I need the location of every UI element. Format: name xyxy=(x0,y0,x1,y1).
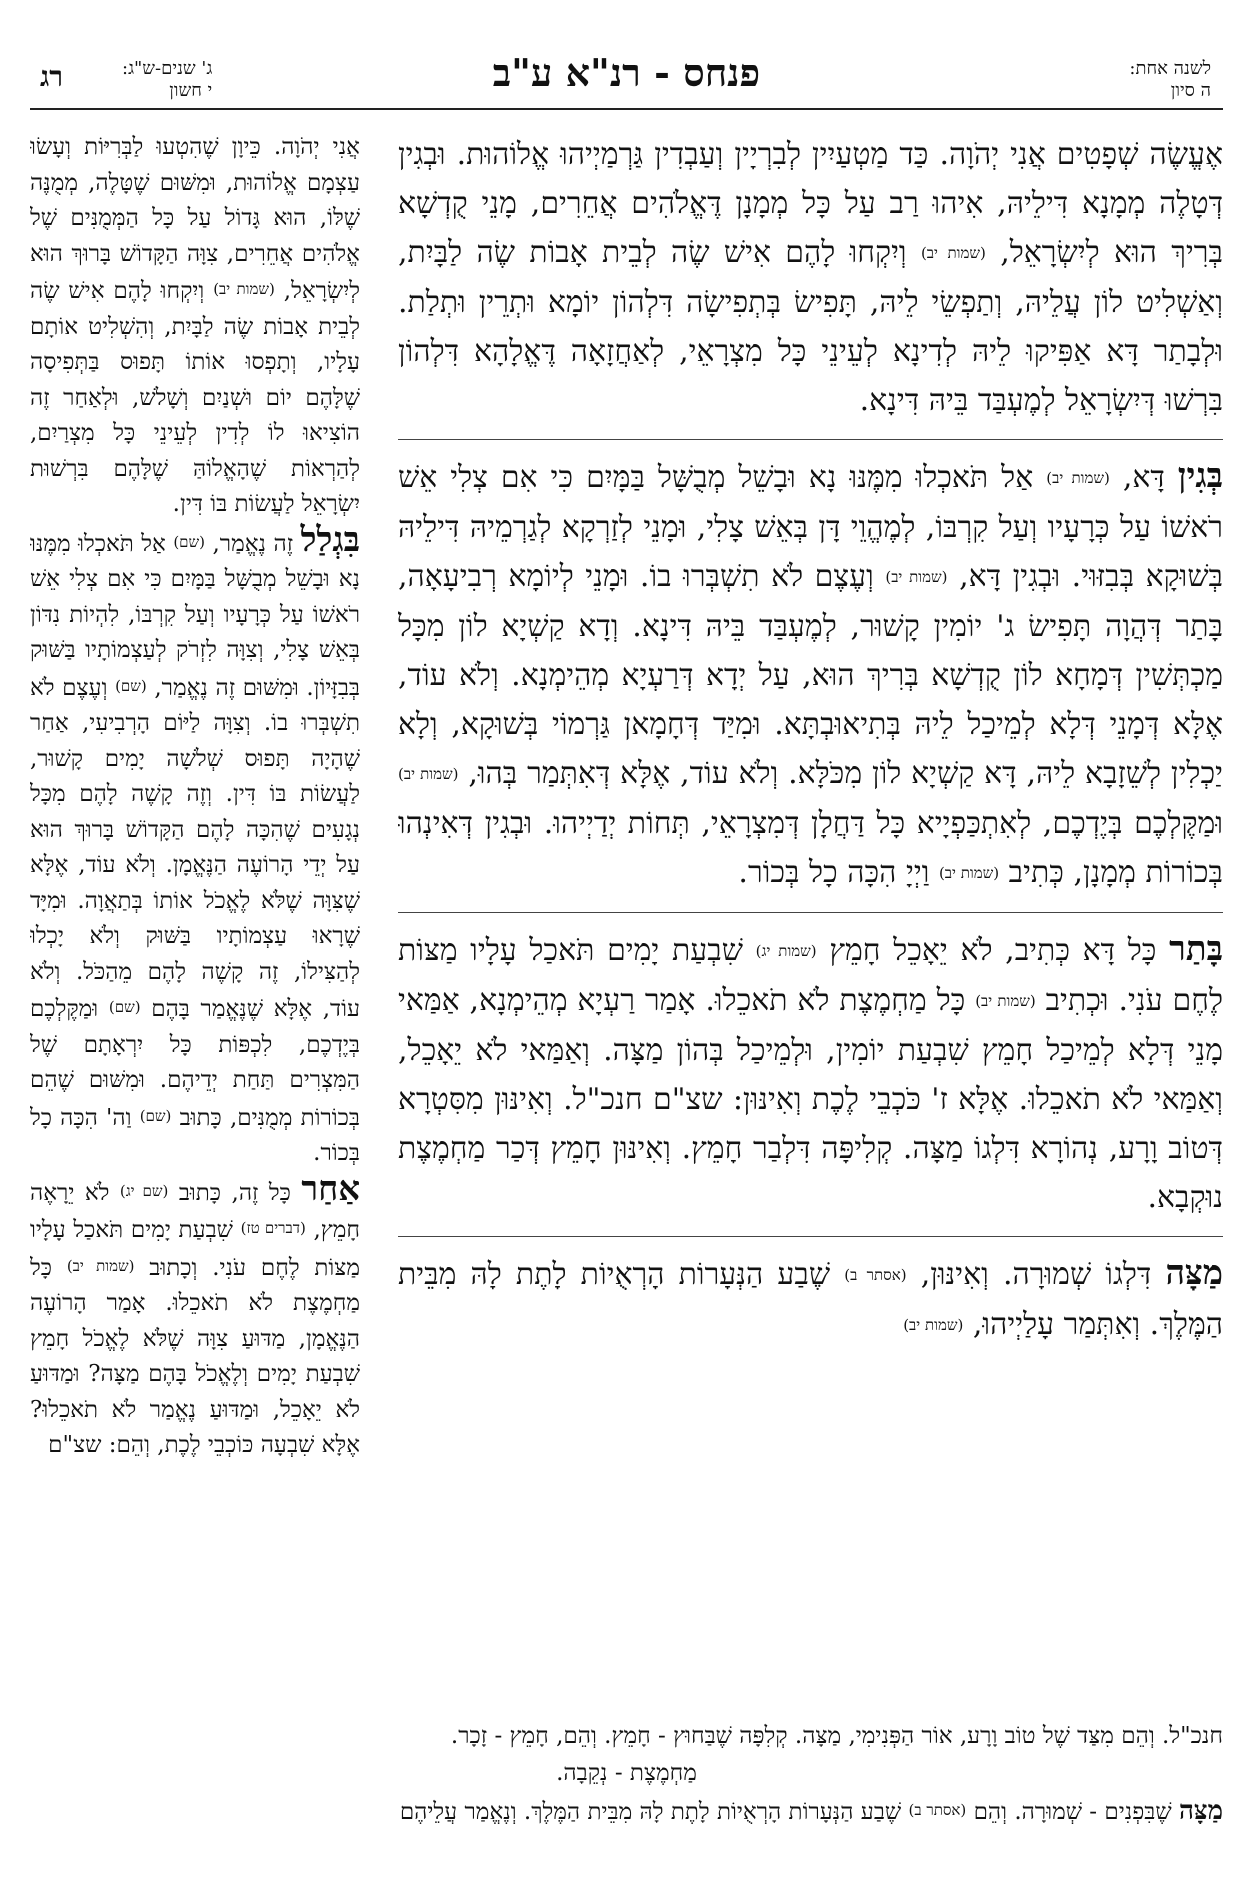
main-paragraph-1: אֶעֱשֶׂה שְׁפָטִים אֲנִי יְהֹוָה. כַּד מַטְעַיִין לְבִרְיָין וְעַבְדִין גַּרְמַיְיהוּ אֱלוֹהוּת. וּבְגִין דְּטָלֶה מְמָנָא דִּילֵיהּ, אִיהוּ רַב עַל כָּל מְמָנָן דֶּאֱלֹהִים אֲחֵרִים, מָנֵי קֻדְשָׁא בְּרִיךְ הוּא לְיִשְׂרָאֵל, (שמות יב) וְיִקְחוּ לָהֶם אִישׁ שֶׂה לְבֵית אָבוֹת שֶׂה לַבָּיִת, וְאַשְׁלִיט לוֹן עֲלֵיהּ, וְתַפְשֵׂי לֵיהּ, תָּפִישׂ בְּתְפִישָׂה דִּלְהוֹן יוֹמָא וּתְרֵין וּתְלַת. וּלְבָתַר דָּא אַפִּיקוּ לֵיהּ לְדִינָא לְעֵינֵי כָּל מִצְרָאֵי, לְאַחֲזָאָה דֶּאֱלָהָא דִּלְהוֹן בִּרְשׁוּ דְּיִשְׂרָאֵל לְמֶעְבַּד בֵּיהּ דִּינָא. xyxy=(398,137,1223,418)
main-paragraph-3: בָּתַר כָּל דָּא כְּתִיב, לֹא יֵאָכֵל חָמֵץ (שמות יג) שִׁבְעַת יָמִים תֹּאכַל עָלָיו מַצּוֹת לֶחֶם עֹנִי. וּכְתִיב (שמות יב) כָּל מַחְמֶצֶת לֹא תֹאכֵלוּ. אָמַר רַעְיָא מְהֵימְנָא, אַמַּאי מָנֵי דְּלָא לְמֵיכַל חָמֵץ שִׁבְעַת יוֹמִין, וּלְמֵיכַל בְּהוֹן מַצָּה. וְאַמַּאי לֹא יֵאָכֵל, וְאַמַּאי לֹא תֹאכֵלוּ. אֶלָּא ז' כֹּכְבֵי לֶכֶת וְאִינּוּן: שצ"ם חנכ"ל. וְאִינּוּן מִסִּטְרָא דְּטוֹב וָרָע, נְהוֹרָא דִּלְגוֹ מַצָּה. קְלִיפָּה דִּלְבַר חָמֵץ. וְאִינּוּן חָמֵץ דְּכַר מַחְמֶצֶת נוּקְבָא. xyxy=(398,929,1223,1215)
header-divider xyxy=(30,108,1223,110)
translation-column xyxy=(30,130,360,1710)
paragraph-opener: בִּגְלַל xyxy=(300,519,360,560)
citation: (שמות יג) xyxy=(755,942,817,960)
paragraph-opener: בָּתַר xyxy=(1169,929,1223,969)
bottom-line-1: חנכ"ל. וְהֵם מִצַּד שֶׁל טוֹב וָרָע, אוֹר הַפְּנִימִי, מַצָּה. קְלִפָּה שֶׁבַּחוּץ - חָמֵץ. וְהֵם, חָמֵץ - זָכָר. xyxy=(450,1723,1223,1749)
citation: (דברים טז) xyxy=(240,1219,306,1237)
citation: (שמות יב) xyxy=(398,765,459,783)
translation-paragraph-2: בִּגְלַל זֶה נֶאֱמַר, (שם) אַל תֹּאכְלוּ מִמֶּנּוּ נָא וּבָשֵׁל מְבֻשָּׁל בַּמָּיִם כִּי אִם צְלִי אֵשׁ רֹאשׁוֹ עַל כְּרָעָיו וְעַל קִרְבּוֹ, לִהְיוֹת נִדּוֹן בְּאֵשׁ צָלִי, וְצִוָּה לִזְרֹק לְעַצְמוֹתָיו בַּשּׁוּק בְּבִזָּיוֹן. וּמִשּׁוּם זֶה נֶאֱמַר, (שם) וְעֶצֶם לֹא תִשְׁבְּרוּ בוֹ. וְצִוָּה לַיּוֹם הָרְבִיעִי, אַחַר שֶׁהָיָה תָּפוּס שְׁלֹשָׁה יָמִים קָשׁוּר, לַעֲשׂוֹת בּוֹ דִּין. וְזֶה קָשֶׁה לָהֶם מִכָּל נְגָעִים שֶׁהִכָּה לָהֶם הַקָּדוֹשׁ בָּרוּךְ הוּא עַל יְדֵי הָרוֹעֶה הַנֶּאֱמָן. וְלֹא עוֹד, אֶלָּא שֶׁצִּוָּה שֶׁלֹּא לֶאֱכֹל אוֹתוֹ בְּתַאֲוָה. וּמִיָּד שֶׁרָאוּ עַצְמוֹתָיו בַּשּׁוּק וְלֹא יָכְלוּ לְהַצִּילוֹ, זֶה קָשֶׁה לָהֶם מֵהַכֹּל. וְלֹא עוֹד, אֶלָּא שֶׁנֶּאֱמַר בָּהֶם (שם) וּמַקֶּלְכֶם בְּיֶדְכֶם, לִכְפּוֹת כָּל יִרְאָתָם שֶׁל הַמִּצְרִים תַּחַת יְדֵיהֶם. וּמִשּׁוּם שֶׁהֵם בְּכוֹרוֹת מְמֻנִּים, כָּתוּב (שם) וַה' הִכָּה כָל בְּכוֹר. xyxy=(30,519,360,1166)
schedule-label-one-year: לשנה אחת: xyxy=(1129,58,1211,79)
page-header xyxy=(30,30,1223,102)
citation: (שם) xyxy=(139,1106,172,1125)
page xyxy=(30,30,1223,1860)
citation: (שמות יב) xyxy=(920,244,986,262)
citation: (שמות יב) xyxy=(903,1316,964,1334)
main-text-column xyxy=(398,130,1223,1710)
citation: (שם) xyxy=(173,532,205,551)
bottom-line-3: מַצָּה שֶׁבִּפְנִים - שְׁמוּרָה. וְהֵם (אסתר ב) שֶׁבַע הַנְּעָרוֹת הָרְאֻיוֹת לָתֶת לָהּ מִבֵּית הַמֶּלֶךְ. וְנֶאֱמַר עֲלֵיהֶם xyxy=(399,1796,1223,1826)
bottom-translation-block xyxy=(30,1718,1223,1831)
page-title: פנחס - רנ"א ע"ב xyxy=(492,50,761,95)
schedule-date-one-year: ה סיון xyxy=(1170,80,1211,101)
schedule-label-three-year: ג' שנים-ש"ג: xyxy=(122,58,213,79)
main-paragraph-4: מַצָּה דִּלְגוֹ שְׁמוּרָה. וְאִינּוּן, (אסתר ב) שֶׁבַע הַנְּעָרוֹת הָרְאֻיוֹת לָתֶת לָהּ מִבֵּית הַמֶּלֶךְ. וְאִתְּמַר עָלַיְיהוּ, (שמות יב) xyxy=(398,1253,1223,1342)
citation: (שם יג) xyxy=(119,1181,169,1200)
paragraph-opener: מַצָּה xyxy=(1179,1796,1223,1826)
citation: (שמות יב) xyxy=(66,1256,135,1275)
citation: (שמות יב) xyxy=(938,864,1000,882)
study-schedule-three-year xyxy=(122,58,212,102)
paragraph-opener: אַחַר xyxy=(301,1168,360,1209)
translation-paragraph-3: אַחַר כָּל זֶה, כָּתוּב (שם יג) לֹא יֵרָאֶה חָמֵץ, (דברים טז) שִׁבְעַת יָמִים תֹּאכַל עָלָיו מַצּוֹת לֶחֶם עֹנִי. וְכָתוּב (שמות יב) כָּל מַחְמֶצֶת לֹא תֹאכֵלוּ. אָמַר הָרוֹעֶה הַנֶּאֱמָן, מַדּוּעַ צִוָּה שֶׁלֹּא לֶאֱכֹל חָמֵץ שִׁבְעַת יָמִים וְלֶאֱכֹל בָּהֶם מַצָּה? וּמַדּוּעַ לֹא יֵאָכֵל, וּמַדּוּעַ נֶאֱמַר לֹא תֹאכֵלוּ? אֶלָּא שִׁבְעָה כּוֹכְבֵי לֶכֶת, וְהֵם: שצ"ם xyxy=(30,1168,360,1458)
citation: (אסתר ב) xyxy=(908,1801,967,1819)
citation: (שמות יב) xyxy=(1046,469,1110,487)
section-divider xyxy=(398,439,1223,440)
page-number: רג xyxy=(40,60,63,93)
citation: (אסתר ב) xyxy=(844,1266,907,1284)
citation: (שמות יב) xyxy=(885,568,948,586)
citation: (שם) xyxy=(108,998,141,1016)
paragraph-opener: מַצָּה xyxy=(1165,1253,1223,1293)
paragraph-opener: בְּגִין xyxy=(1177,456,1223,496)
section-divider xyxy=(398,1236,1223,1237)
citation: (שמות יב) xyxy=(975,992,1036,1010)
bottom-line-2: מַחְמֶצֶת - נְקֵבָה. xyxy=(556,1760,697,1786)
schedule-date-three-year: י חשון xyxy=(169,80,213,101)
translation-paragraph-1: אֲנִי יְהֹוָה. כֵּיוָן שֶׁהִטְעוּ לַבְּרִיּוֹת וְעָשׂוּ עַצְמָם אֱלוֹהוּת, וּמִשּׁוּם שֶׁטָּלֶה, מְמֻנֶּה שֶׁלּוֹ, הוּא גָּדוֹל עַל כָּל הַמְּמֻנִּים שֶׁל אֱלֹהִים אֲחֵרִים, צִוָּה הַקָּדוֹשׁ בָּרוּךְ הוּא לְיִשְׂרָאֵל, (שמות יב) וְיִקְחוּ לָהֶם אִישׁ שֶׂה לְבֵית אָבוֹת שֶׂה לַבָּיִת, וְהִשְׁלִיט אוֹתָם עָלָיו, וְתָפְסוּ אוֹתוֹ תָּפוּס בַּתְּפִיסָה שֶׁלָּהֶם יוֹם וּשְׁנַיִם וְשָׁלֹשׁ, וּלְאַחַר זֶה הוֹצִיאוּ לוֹ לְדִין לְעֵינֵי כָּל מִצְרַיִם, לְהַרְאוֹת שֶׁהָאֱלוֹהַּ שֶׁלָּהֶם בִּרְשׁוּת יִשְׂרָאֵל לַעֲשׂוֹת בּוֹ דִּין. xyxy=(30,134,360,517)
citation: (שמות יב) xyxy=(213,280,275,298)
citation: (שם) xyxy=(115,676,147,695)
section-divider xyxy=(398,912,1223,913)
main-paragraph-2: בְּגִין דָּא, (שמות יב) אַל תֹּאכְלוּ מִמֶּנּוּ נָא וּבָשֵׁל מְבֻשָּׁל בַּמָּיִם כִּי אִם צְלִי אֵשׁ רֹאשׁוֹ עַל כְּרָעָיו וְעַל קִרְבּוֹ, לְמֶהֱוֵי דָּן בְּאֵשׁ צָלִי, וּמָנֵי לְזַרְקָא לְגַרְמֵיהּ דִּילֵיהּ בְּשׁוּקָא בְּבִזּוּי. וּבְגִין דָּא, (שמות יב) וְעֶצֶם לֹא תִשְׁבְּרוּ בוֹ. וּמָנֵי לְיוֹמָא רְבִיעָאָה, בָּתַר דְּהֲוָה תָּפִישׂ ג' יוֹמִין קָשׁוּר, לְמֶעְבַּד בֵּיהּ דִּינָא. וְדָא קַשְׁיָא לוֹן מִכָּל מַכְתְּשִׁין דְּמָחָא לוֹן קֻדְשָׁא בְּרִיךְ הוּא, עַל יְדָא דְּרַעְיָא מְהֵימְנָא. וְלֹא עוֹד, אֶלָּא דְּמָנֵי דְּלָא לְמֵיכַל לֵיהּ בְּתִיאוּבְתָּא. וּמִיַּד דְּחָמָאן גַּרְמוֹי בְּשׁוּקָא, וְלָא יַכְלִין לְשֵׁזָבָא לֵיהּ, דָּא קַשְׁיָא לוֹן מִכֹּלָּא. וְלֹא עוֹד, אֶלָּא דְּאִתְּמַר בְּהוּ, (שמות יב) וּמַקֶּלְכֶם בְּיֶדְכֶם, לְאִתְכַּפְיָיא כָּל דַּחֲלָן דְּמִצְרָאֵי, תְּחוֹת יְדַיְיהוּ. וּבְגִין דְּאִינְהוּ בְּכוֹרוֹת מְמָנָן, כְּתִיב (שמות יב) וַיְיָ הִכָּה כָל בְּכוֹר. xyxy=(398,456,1223,890)
